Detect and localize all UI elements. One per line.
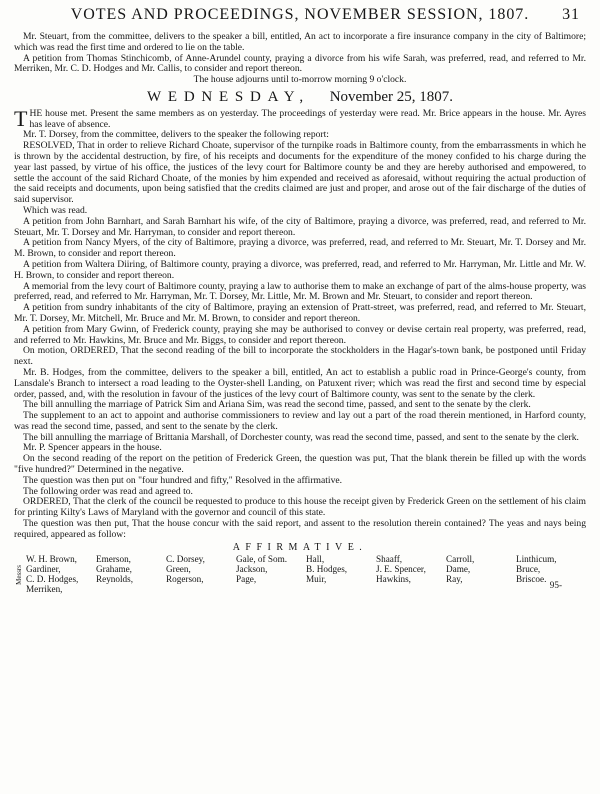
vote-column [166, 554, 236, 594]
paragraph: Mr. Steuart, from the committee, delivers to the speaker a bill, entitled, An act to incorporate a fire insurance company in the city of Baltimore; which was read the first time and ordered to lie on the table. [14, 31, 586, 53]
voter-name: Linthicum, [516, 554, 557, 565]
paragraph: The question was then put, That the house concur with the said report, and assent to the resolution therein contained? The yeas and nays being required, appeared as follow: [14, 518, 586, 540]
vote-column [446, 554, 516, 594]
journal-title: VOTES AND PROCEEDINGS, NOVEMBER SESSION, 1807. [70, 6, 530, 23]
paragraph: A petition from sundry inhabitants of the city of Baltimore, praying an extension of Pratt-street, was preferred, read, and referred to Mr. Steuart, Mr. T. Dorsey, Mr. Mitchell, Mr. Bruce and Mr. M. Brown, to consider and report thereon. [14, 302, 586, 324]
voter-name: Hawkins, [376, 574, 411, 585]
paragraph: Which was read. [23, 204, 88, 216]
vote-column [306, 554, 376, 594]
paragraph: Mr. P. Spencer appears in the house. [23, 442, 162, 454]
page-number: 31 [562, 6, 580, 23]
voter-name: Rogerson, [166, 574, 204, 585]
paragraph: ORDERED, That the clerk of the council be requested to produce to this house the receipt given by Frederick Green on the settlement of his claim for printing Kilty's Laws of Maryland with the governor and council of this state. [14, 496, 586, 519]
paragraph: The bill annulling the marriage of Patrick Sim and Ariana Sim, was read the second time, passed, and sent to the senate by the clerk. [23, 399, 531, 411]
paragraph: A petition from Thomas Stinchicomb, of Anne-Arundel county, praying a divorce from his wife Sarah, was preferred, read, and referred to Mr. Merriken, Mr. C. D. Hodges and Mr. Callis, to consider and report thereon. [14, 52, 586, 75]
vote-column [96, 554, 166, 594]
paragraph: The following order was read and agreed to. [23, 485, 193, 497]
affirmative-heading: AFFIRMATIVE. [232, 541, 368, 553]
paragraph: On motion, ORDERED, That the second reading of the bill to incorporate the stockholders in the Hagar's-town bank, be postponed until Friday next. [14, 345, 586, 368]
day-proceedings [14, 105, 586, 541]
paragraph: On the second reading of the report on the petition of Frederick Green, the question was put, That the blank therein be filled up with the words "five hundred?" Determined in the negative. [14, 453, 586, 476]
voter-name: Reynolds, [96, 574, 134, 585]
voter-name: Merriken, [26, 584, 63, 595]
drop-cap: T [14, 105, 28, 131]
paragraph: A petition from John Barnhart, and Sarah Barnhart his wife, of the city of Baltimore, praying a divorce, was preferred, read, and referred to Mr. Steuart, Mr. T. Dorsey and Mr. Harryman, to consider and report thereon. [14, 215, 586, 238]
day-name: WEDNESDAY, [147, 88, 310, 105]
vote-column [376, 554, 446, 594]
voter-name: Gale, of Som. [236, 554, 288, 565]
day-heading [14, 88, 586, 105]
voter-name: J. E. Spencer, [376, 564, 426, 575]
voter-name: Green, [166, 564, 191, 575]
voter-name: Bruce, [516, 564, 541, 575]
vote-column [26, 554, 96, 594]
paragraph: The bill annulling the marriage of Brittania Marshall, of Dorchester county, was read the second time, passed, and sent to the senate by the clerk. [23, 431, 579, 443]
vote-column [236, 554, 306, 594]
paragraph: The question was then put on "four hundred and fifty," Resolved in the affirmative. [23, 474, 343, 486]
paragraph: RESOLVED, That in order to relieve Richard Choate, supervisor of the turnpike roads in Baltimore county, from the embarrassments in which he is thrown by the accidental destruction, by fire, of his receipts and documents for the expenditure of the money confided to his charge during the year last passed, by virtue of his office, the justices of the levy court for Baltimore county be and they are hereby authorised and empowered, to settle the account of the said Richard Choate, of the monies by him expended and received as aforesaid, without requiring the actual production of the said receipts and documents, upon being satisfied that the credits claimed are just and proper, and arose out of the fair discharge of the duties of said supervisor. [14, 140, 586, 206]
voter-name: Page, [236, 574, 257, 585]
paragraph: Mr. B. Hodges, from the committee, delivers to the speaker a bill, entitled, An act to establish a public road in Prince-George's county, from Lansdale's Branch to intersect a road leading to the Oyster-shell Landing, on Patuxent river; which was read the first and second time by especial order, passed, and, with the resolution in favour of the justices of the levy court of Baltimore county, was sent to the senate by the clerk. [14, 366, 586, 400]
adjournment-line: The house adjourns until to-morrow morning 9 o'clock. [193, 74, 407, 86]
paragraph: A petition from Mary Gwinn, of Frederick county, praying she may be authorised to convey or devise certain real property, was preferred, read, and referred to Mr. Hawkins, Mr. Bruce and Mr. Biggs, to consider and report thereon. [14, 323, 586, 346]
catchword: 95- [549, 580, 562, 591]
voter-name: Gardiner, [26, 564, 61, 575]
voter-name: C. D. Hodges, [26, 574, 79, 585]
voter-name: C. Dorsey, [166, 554, 205, 565]
paragraph: A memorial from the levy court of Baltimore county, praying a law to authorise them to make an exchange of part of the alms-house property, was preferred, read, and referred to Mr. Harryman, Mr. T. Dorsey, Mr. Little, Mr. M. Brown and Mr. Steuart, to consider and report thereon. [14, 280, 586, 303]
paragraph: Mr. T. Dorsey, from the committee, delivers to the speaker the following report: [23, 129, 329, 141]
day-date: November 25, 1807. [329, 88, 453, 105]
messrs-label: Messrs [15, 564, 23, 585]
running-head [14, 6, 586, 32]
voter-name: Muir, [306, 574, 327, 585]
paragraph: The supplement to an act to appoint and authorise commissioners to review and lay out a part of the road therein mentioned, in Harford county, was read the second time, passed, and sent to the senate by the clerk. [14, 410, 586, 432]
voter-name: Briscoe. [516, 574, 547, 585]
document-body [14, 32, 586, 594]
paragraph: A petition from Waltera Diiring, of Baltimore county, praying a divorce, was preferred, read, and referred to Mr. Harryman, Mr. Little and Mr. W. H. Brown, to consider and report thereon. [14, 258, 586, 281]
voter-name: Emerson, [96, 554, 131, 565]
voter-name: Jackson, [236, 564, 268, 575]
voter-name: Dame, [446, 564, 471, 575]
opening-paragraph [14, 105, 586, 131]
affirmative-vote-list [14, 554, 586, 594]
voter-name: Shaaff, [376, 554, 403, 565]
opening-text: HE house met. Present the same members as on yesterday. The proceedings of yesterday were read. Mr. Brice appears in the house. Mr. Ayres has leave of absence. [29, 107, 586, 130]
page [0, 6, 600, 794]
voter-name: Ray, [446, 574, 463, 585]
voter-name: Carroll, [446, 554, 475, 565]
voter-name: B. Hodges, [306, 564, 348, 575]
voter-name: Grahame, [96, 564, 132, 575]
voter-name: Hall, [306, 554, 325, 565]
voter-name: W. H. Brown, [26, 554, 77, 565]
paragraph: A petition from Nancy Myers, of the city of Baltimore, praying a divorce, was preferred, read, and referred to Mr. Steuart, Mr. T. Dorsey and Mr. M. Brown, to consider and report thereon. [14, 237, 586, 260]
